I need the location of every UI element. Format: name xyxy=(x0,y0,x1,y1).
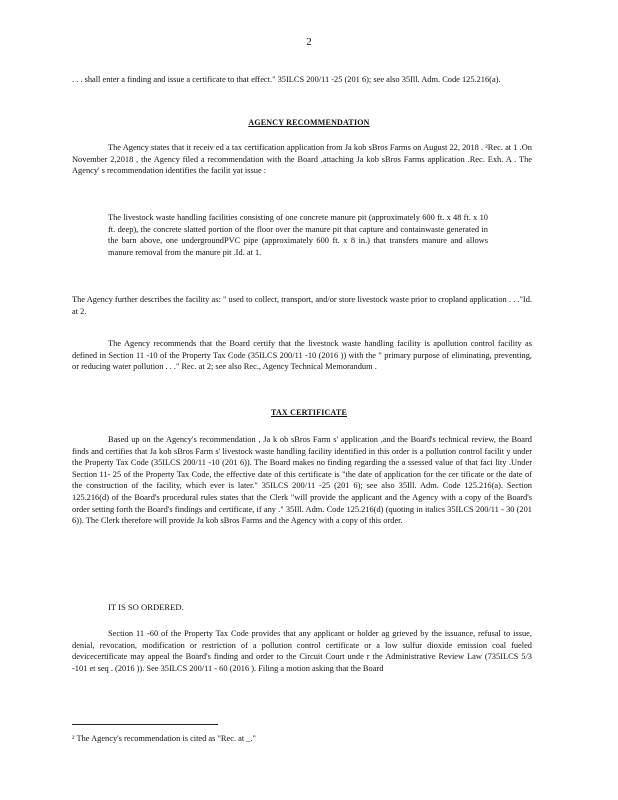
intro-paragraph: . . . shall enter a finding and issue a certificate to that effect." 35ILCS 200/11 -25 (201 6); see also 35Ill. Adm. Code 125.216(a). xyxy=(72,75,501,84)
section-heading-tax-text: TAX CERTIFICATE xyxy=(271,408,347,417)
section-heading-tax xyxy=(0,408,618,417)
tax-certificate-paragraph: Based up on the Agency's recommendation , Ja k ob sBros Farm s' application ,and the Board's technical review, the Board finds and certifies that Ja kob sBros Farm s' livestock waste handling facility identified in this order is a pollution control facilit y under the Property Tax Code (35ILCS 200/11 -10 (201 6)). The Board makes no finding regarding the a ssessed value of that faci lity .Under Section 11- 25 of the Property Tax Code, the effective date of this certificate is "the date of application for the cer tificate or the date of the construction of the facility, which ever is later." 35ILCS 200/11 -25 (201 6); see also 35Ill. Adm. Code 125.216(a). Section 125.216(d) of the Board's procedural rules states that the Clerk "will provide the applicant and the Agency with a copy of the Board's order setting forth the Board's findings and certificate, if any ." 35Ill. Adm. Code 125.216(d) (quoting in italics 35ILCS 200/11 - 30 (201 6)). The Clerk therefore will provide Ja kob sBros Farms and the Agency with a copy of this order. xyxy=(72,435,532,526)
agency-paragraph-2: The Agency further describes the facility as: " used to collect, transport, and/or store livestock waste prior to cropland application . . ."Id. at 2. xyxy=(72,295,532,316)
agency-block-quote: The livestock waste handling facilities consisting of one concrete manure pit (approximately 600 ft. x 48 ft. x 10 ft. deep), the concrete slatted portion of the floor over the manure pit that capture and containwaste generated in the barn above, one undergroundPVC pipe (approximately 600 ft. x 8 in.) that transfers manure and allows manure removal from the manure pit .Id. at 1. xyxy=(108,213,488,257)
footnote-divider xyxy=(72,724,218,725)
agency-paragraph-1: The Agency states that it receiv ed a tax certification application from Ja kob sBros Farms on August 22, 2018 . ²Rec. at 1 .On November 2,2018 , the Agency filed a recommendation with the Board ,attaching Ja kob sBros Farms application .Rec. Exh. A . The Agency' s recommendation identifies the facilit yat issue : xyxy=(72,143,532,176)
appeal-paragraph: Section 11 -60 of the Property Tax Code provides that any applicant or holder ag grieved by the issuance, refusal to issue, denial, revocation, modification or restriction of a pollution control certificate or a low sulfur dioxide emission coal fueled devicecertificate may appeal the Board's finding and order to the Circuit Court unde r the Administrative Review Law (735ILCS 5/3 -101 et seq . (2016 )). See 35ILCS 200/11 - 60 (2016 ). Filing a motion asking that the Board xyxy=(72,629,532,673)
order-statement: IT IS SO ORDERED. xyxy=(108,602,184,612)
section-heading-agency xyxy=(0,118,618,127)
footnote: ² The Agency's recommendation is cited as "Rec. at _." xyxy=(72,734,256,743)
section-heading-agency-text: AGENCY RECOMMENDATION xyxy=(248,118,370,127)
page-number: 2 xyxy=(306,36,312,48)
agency-paragraph-3: The Agency recommends that the Board certify that the livestock waste handling facility is apollution control facility as defined in Section 11 -10 of the Property Tax Code (35ILCS 200/11 -10 (2016 )) with the " primary purpose of eliminating, preventing, or reducing water pollution . . ." Rec. at 2; see also Rec., Agency Technical Memorandum . xyxy=(72,339,532,372)
